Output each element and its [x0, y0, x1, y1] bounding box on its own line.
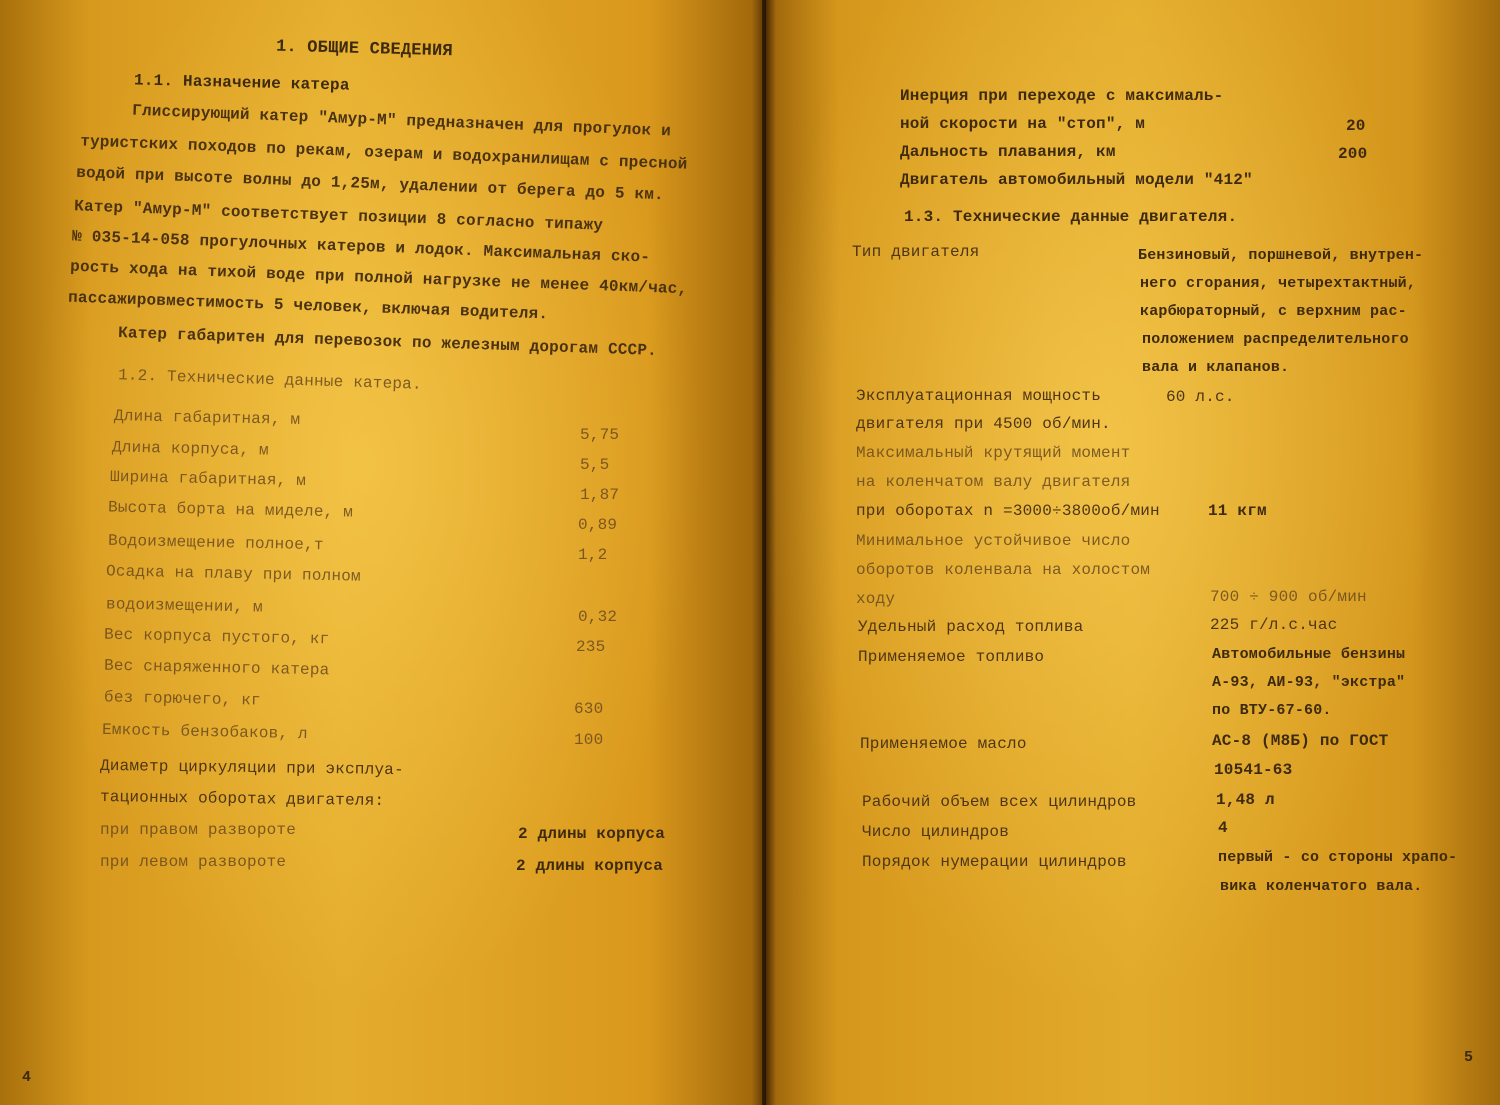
spec-label: Вес снаряженного катера	[103, 656, 330, 680]
inertia-label-line: ной скорости на "стоп", м	[900, 115, 1146, 133]
idle-label-line: оборотов коленвала на холостом	[856, 561, 1151, 579]
engine-type-value: вала и клапанов.	[1142, 359, 1290, 376]
turn-right-label: при правом развороте	[100, 821, 297, 839]
engine-type-label: Тип двигателя	[852, 243, 980, 261]
oil-value: АС-8 (М8Б) по ГОСТ	[1212, 732, 1389, 750]
spec-label: водоизмещении, м	[105, 595, 263, 617]
volume-value: 1,48 л	[1216, 791, 1275, 809]
oil-label: Применяемое масло	[860, 735, 1027, 753]
turn-left-label: при левом развороте	[100, 853, 287, 871]
spec-label: Вес корпуса пустого, кг	[103, 625, 330, 649]
fuel-value: Автомобильные бензины	[1212, 646, 1406, 663]
purpose-paragraph-line: рость хода на тихой воде при полной нагрузке не менее 40км/час,	[69, 257, 688, 299]
fuel-value: А-93, АИ-93, "экстра"	[1212, 674, 1406, 691]
cylinders-value: 4	[1218, 819, 1228, 837]
cylinders-label: Число цилиндров	[862, 823, 1010, 841]
torque-label-line: при оборотах n =3000÷3800об/мин	[856, 502, 1160, 520]
spec-value: 0,32	[578, 608, 618, 626]
inertia-value: 20	[1346, 117, 1366, 135]
spec-value: 5,5	[580, 456, 610, 474]
purpose-paragraph-line: туристских походов по рекам, озерам и водохранилищам с пресной	[79, 132, 688, 174]
spec-value: 0,89	[578, 516, 618, 534]
right-page	[766, 0, 1500, 1105]
subsection-title-1-2: 1.2. Технические данные катера.	[117, 366, 423, 394]
idle-label-line: ходу	[856, 590, 896, 608]
spec-label: Длина габаритная, м	[113, 407, 301, 429]
cylinder-order-value: первый - со стороны храпо-	[1218, 849, 1458, 866]
spec-label: без горючего, кг	[103, 688, 261, 710]
purpose-paragraph-line: водой при высоте волны до 1,25м, удалении от берега до 5 км.	[75, 163, 665, 205]
inertia-label-line: Инерция при переходе с максималь-	[900, 87, 1224, 105]
fuel-value: по ВТУ-67-60.	[1212, 702, 1332, 719]
engine-type-value: карбюраторный, с верхним рас-	[1140, 303, 1407, 320]
spec-label: Осадка на плаву при полном	[105, 562, 362, 586]
turn-left-value: 2 длины корпуса	[516, 857, 664, 875]
spec-value: 1,87	[580, 486, 620, 504]
engine-type-value: положением распределительного	[1142, 331, 1409, 348]
page-number-left: 4	[22, 1069, 32, 1086]
spec-label: Высота борта на миделе, м	[107, 498, 354, 522]
power-value: 60 л.с.	[1166, 388, 1235, 406]
purpose-paragraph-line: Катер габаритен для перевозок по железным дорогам СССР.	[117, 324, 658, 360]
fuel-rate-value: 225 г/л.с.час	[1210, 616, 1338, 634]
engine-type-value: Бензиновый, поршневой, внутрен-	[1138, 247, 1424, 264]
spec-label: Длина корпуса, м	[111, 438, 269, 460]
fuel-label: Применяемое топливо	[858, 648, 1045, 666]
spec-value: 100	[574, 731, 604, 749]
oil-value: 10541-63	[1214, 761, 1293, 779]
spec-label: Ширина габаритная, м	[109, 467, 307, 491]
purpose-paragraph-line: Катер "Амур-М" соответствует позиции 8 согласно типажу	[73, 197, 604, 235]
cylinder-order-label: Порядок нумерации цилиндров	[862, 853, 1127, 871]
purpose-paragraph-line: Глиссирующий катер "Амур-М" предназначен для прогулок и	[131, 101, 672, 141]
page-number-right: 5	[1464, 1049, 1474, 1066]
torque-label-line: на коленчатом валу двигателя	[856, 473, 1131, 491]
fuel-rate-label: Удельный расход топлива	[858, 618, 1084, 636]
purpose-paragraph-line: № 035-14-058 прогулочных катеров и лодок. Максимальная ско-	[71, 227, 651, 267]
power-label-line: двигателя при 4500 об/мин.	[856, 415, 1111, 433]
book-gutter	[752, 0, 776, 1105]
torque-label-line: Максимальный крутящий момент	[856, 444, 1131, 462]
spec-label: Емкость бензобаков, л	[101, 720, 309, 744]
torque-value: 11 кгм	[1208, 502, 1267, 520]
range-value: 200	[1338, 145, 1368, 163]
spec-value: 5,75	[580, 426, 620, 444]
engine-model-line: Двигатель автомобильный модели "412"	[900, 171, 1253, 189]
range-label: Дальность плавания, км	[900, 143, 1116, 161]
spec-value: 235	[576, 638, 606, 656]
circulation-label-line: Диаметр циркуляции при эксплуа-	[99, 756, 404, 780]
turn-right-value: 2 длины корпуса	[518, 825, 666, 843]
idle-value: 700 ÷ 900 об/мин	[1210, 588, 1367, 606]
idle-label-line: Минимальное устойчивое число	[856, 532, 1131, 550]
volume-label: Рабочий объем всех цилиндров	[862, 793, 1137, 811]
circulation-label-line: тационных оборотах двигателя:	[99, 788, 385, 810]
subsection-title-1-1: 1.1. Назначение катера	[133, 71, 350, 95]
spec-value: 1,2	[578, 546, 608, 564]
purpose-paragraph-line: пассажировместимость 5 человек, включая водителя.	[67, 288, 549, 324]
spec-label: Водоизмещение полное,т	[107, 531, 324, 555]
power-label-line: Эксплуатационная мощность	[856, 387, 1102, 405]
subsection-title-1-3: 1.3. Технические данные двигателя.	[904, 208, 1238, 226]
engine-type-value: него сгорания, четырехтактный,	[1140, 275, 1417, 292]
spec-value: 630	[574, 700, 604, 718]
cylinder-order-value: вика коленчатого вала.	[1220, 878, 1423, 895]
section-heading: 1. ОБЩИЕ СВЕДЕНИЯ	[275, 37, 454, 62]
